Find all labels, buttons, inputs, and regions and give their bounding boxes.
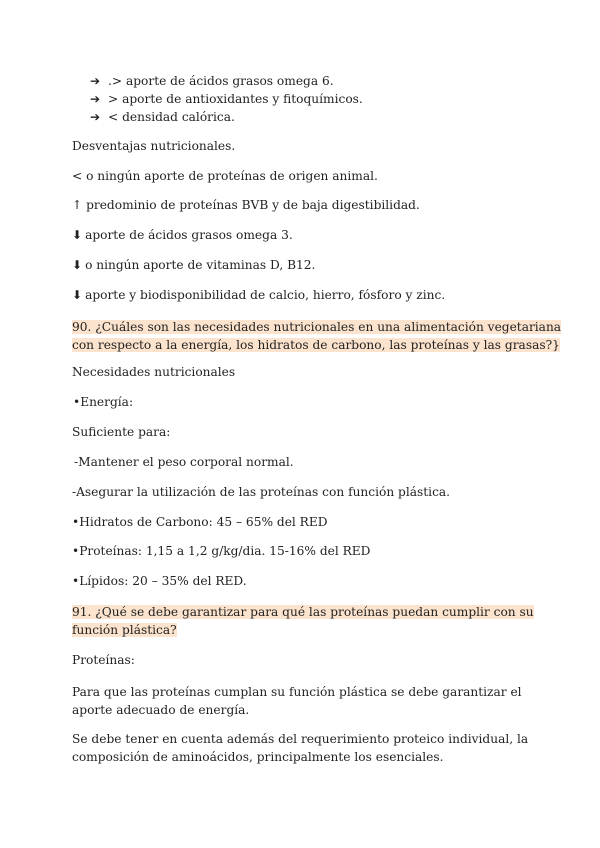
answer-paragraph-2: Se debe tener en cuenta además del requerimiento proteico individual, la composición de aminoácidos, principalmente los esenciales. <box>72 732 529 764</box>
list-item-text: > aporte de antioxidantes y fitoquímicos. <box>108 92 363 106</box>
disadvantage-item: ↑ predominio de proteínas BVB y de baja digestibilidad. <box>72 198 420 212</box>
protein-need: •Proteínas: 1,15 a 1,2 g/kg/dia. 15-16% del RED <box>72 544 371 558</box>
question-91-line1: 91. ¿Qué se debe garantizar para qué las proteínas puedan cumplir con su <box>72 605 534 619</box>
list-item <box>90 90 363 108</box>
answer-paragraph-1: Para que las proteínas cumplan su función plástica se debe garantizar el aporte adecuado de energía. <box>72 685 522 717</box>
disadvantage-item: < o ningún aporte de proteínas de origen animal. <box>72 169 378 183</box>
list-item <box>90 72 363 90</box>
question-90-line1: 90. ¿Cuáles son las necesidades nutricionales en una alimentación vegetariana <box>72 320 562 334</box>
answer-heading: Proteínas: <box>72 653 135 667</box>
arrow-down-icon: ⬇ <box>72 228 83 242</box>
disadvantage-item: ⬇ aporte y biodisponibilidad de calcio, hierro, fósforo y zinc. <box>72 288 446 302</box>
arrow-right-icon: ➔ <box>90 74 101 88</box>
question-91 <box>72 603 534 639</box>
energy-label: •Energía: <box>73 395 134 409</box>
maintain-weight: -Mantener el peso corporal normal. <box>74 455 294 469</box>
question-91-line2: función plástica? <box>72 623 177 637</box>
list-item-text: .> aporte de ácidos grasos omega 6. <box>108 74 334 88</box>
list-item-text: < densidad calórica. <box>108 110 235 124</box>
disadvantage-item: ⬇ aporte de ácidos grasos omega 3. <box>72 228 293 242</box>
needs-heading: Necesidades nutricionales <box>72 365 236 379</box>
ensure-protein-use: -Asegurar la utilización de las proteínas con función plástica. <box>72 485 451 499</box>
arrow-right-icon: ➔ <box>90 110 101 124</box>
arrow-right-icon: ➔ <box>90 92 101 106</box>
disadvantages-heading: Desventajas nutricionales. <box>72 139 236 153</box>
question-90 <box>72 318 561 354</box>
disadvantage-item: ⬇ o ningún aporte de vitaminas D, B12. <box>72 258 316 272</box>
carbs-need: •Hidratos de Carbono: 45 – 65% del RED <box>72 515 328 529</box>
sufficient-label: Suficiente para: <box>72 425 171 439</box>
arrow-down-icon: ⬇ <box>72 288 83 302</box>
advantages-list <box>90 72 363 126</box>
list-item <box>90 108 363 126</box>
question-90-line2: con respecto a la energía, los hidratos de carbono, las proteínas y las grasas?} <box>72 338 560 352</box>
lipid-need: •Lípidos: 20 – 35% del RED. <box>72 574 247 588</box>
arrow-down-icon: ⬇ <box>72 258 83 272</box>
